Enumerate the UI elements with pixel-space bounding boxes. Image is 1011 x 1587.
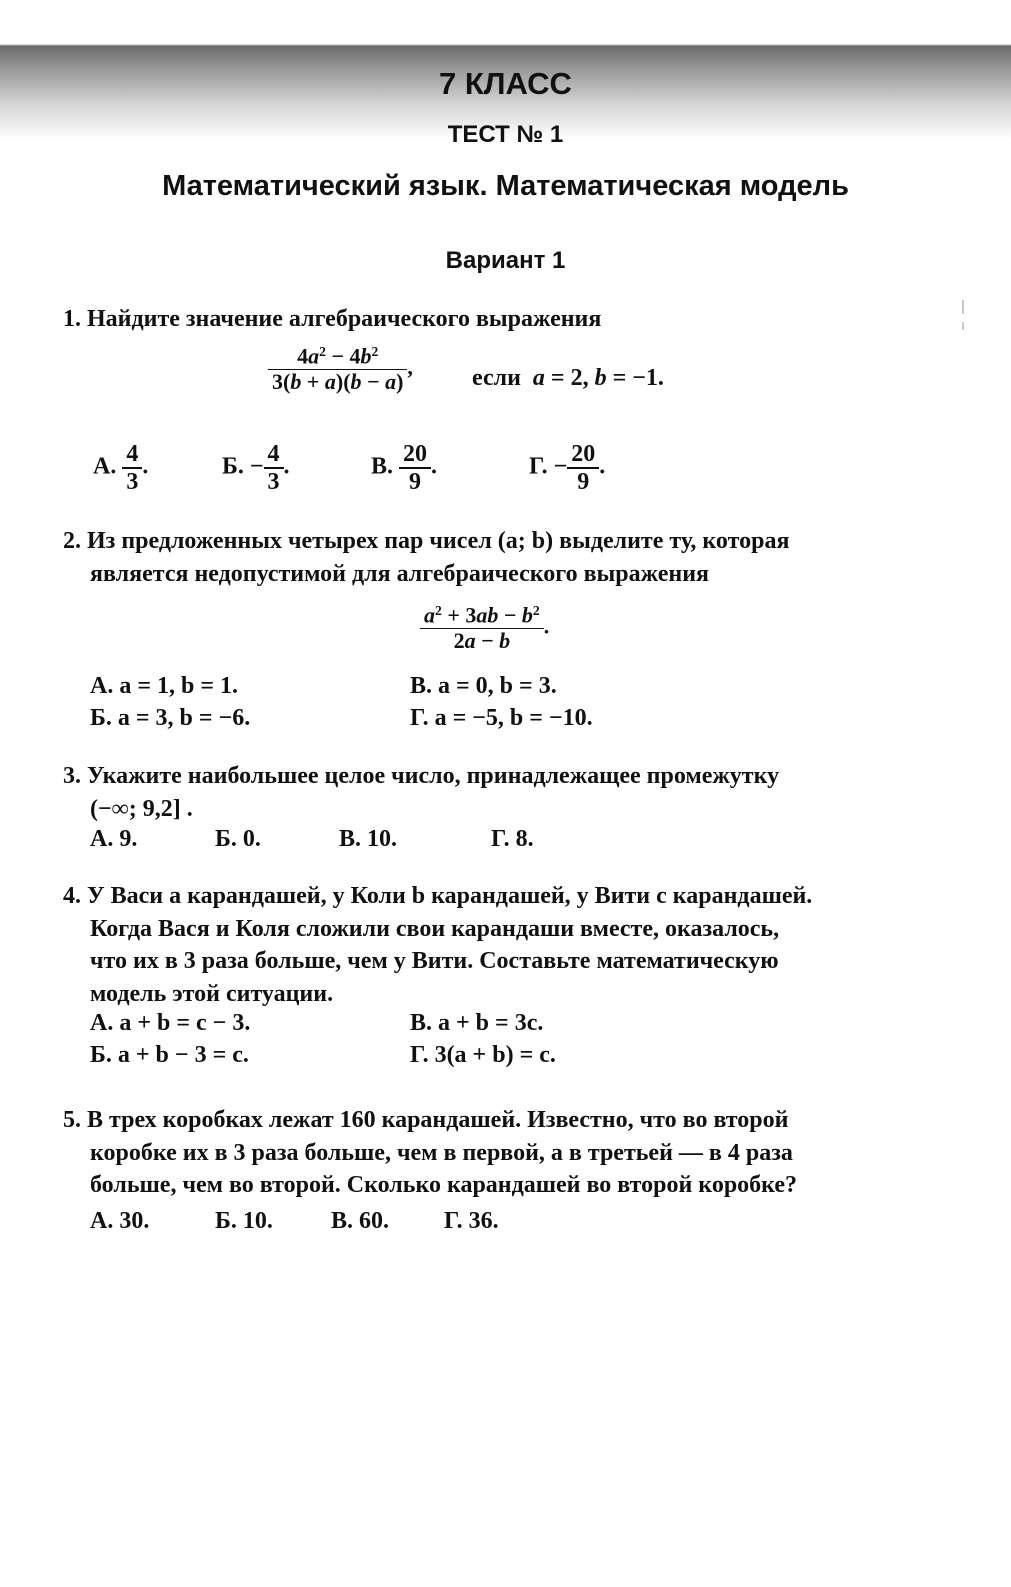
q5-option-c[interactable]: В. 60. xyxy=(331,1208,390,1234)
question-text-line1: У Васи a карандашей, у Коли b карандашей, у Вити c карандашей. xyxy=(87,883,813,909)
q1-option-a[interactable]: А. $\frac{4}{3}$ . xyxy=(93,441,149,495)
option-fraction: $\frac{4}{3}$ xyxy=(122,441,142,495)
condition-word: если xyxy=(472,365,521,391)
q5-option-d[interactable]: Г. 36. xyxy=(444,1208,499,1234)
option-fraction: $\frac{20}{9}$ xyxy=(567,441,599,495)
q4-option-a[interactable]: А. a + b = c − 3. xyxy=(90,1010,251,1036)
condition-var-b: b xyxy=(594,365,607,391)
question-text: Найдите значение алгебраического выражения xyxy=(87,306,602,332)
option-label: Г. − xyxy=(529,453,568,480)
question-text-line4: модель этой ситуации. xyxy=(90,980,334,1007)
question-4 xyxy=(63,880,943,1010)
q5-option-b[interactable]: Б. 10. xyxy=(215,1208,273,1234)
q1-option-b[interactable]: Б. − $\frac{4}{3}$ . xyxy=(222,441,290,495)
condition-var-a: a xyxy=(532,365,545,391)
q2-option-b[interactable]: Б. a = 3, b = −6. xyxy=(90,705,251,731)
q2-fraction: $\frac{a^2 + 3ab - b^2}{2a - b}$ xyxy=(420,603,544,653)
edge-mark xyxy=(962,322,964,330)
question-number: 2. xyxy=(63,528,81,554)
edge-mark xyxy=(962,300,964,314)
q2-option-d[interactable]: Г. a = −5, b = −10. xyxy=(410,705,593,731)
option-label: А. xyxy=(93,453,117,480)
option-label: Б. − xyxy=(222,453,264,480)
condition-end: = −1. xyxy=(606,365,664,391)
question-text-line3: больше, чем во второй. Сколько карандашей во второй коробке? xyxy=(90,1172,798,1198)
q3-option-c[interactable]: В. 10. xyxy=(339,826,398,852)
q4-option-c[interactable]: В. a + b = 3c. xyxy=(410,1010,544,1036)
q1-expression: $\frac{4a^2 - 4b^2}{3(b + a)(b - a)}$ , xyxy=(268,344,413,394)
question-text-line2: Когда Вася и Коля сложили свои карандаши вместе, оказалось, xyxy=(90,915,780,942)
question-5 xyxy=(63,1104,943,1202)
topic-title: Математический язык. Математическая модель xyxy=(162,170,849,202)
condition-mid: = 2, xyxy=(544,365,595,391)
question-2 xyxy=(63,525,943,590)
test-title: ТЕСТ № 1 xyxy=(447,121,564,148)
q1-fraction: $\frac{4a^2 - 4b^2}{3(b + a)(b - a)}$ xyxy=(268,344,407,394)
variant-title: Вариант 1 xyxy=(445,247,566,274)
question-1 xyxy=(63,303,943,336)
q1-option-d[interactable]: Г. − $\frac{20}{9}$ . xyxy=(529,441,606,495)
q2-option-a[interactable]: А. a = 1, b = 1. xyxy=(90,673,239,699)
q3-option-d[interactable]: Г. 8. xyxy=(491,826,534,852)
question-text-line2: (−∞; 9,2] . xyxy=(90,795,193,822)
q2-expression: $\frac{a^2 + 3ab - b^2}{2a - b}$ . xyxy=(420,603,549,653)
question-number: 4. xyxy=(63,883,81,909)
question-text-line3: что их в 3 раза больше, чем у Вити. Составьте математическую xyxy=(90,948,779,974)
option-fraction: $\frac{4}{3}$ xyxy=(264,441,284,495)
q4-option-d[interactable]: Г. 3(a + b) = c. xyxy=(410,1042,556,1068)
q1-condition xyxy=(472,365,664,392)
q3-option-b[interactable]: Б. 0. xyxy=(215,826,261,852)
q5-option-a[interactable]: А. 30. xyxy=(90,1208,150,1234)
question-text-line2: является недопустимой для алгебраического выражения xyxy=(90,560,710,587)
question-number: 5. xyxy=(63,1107,81,1133)
q2-option-c[interactable]: В. a = 0, b = 3. xyxy=(410,673,557,699)
q4-option-b[interactable]: Б. a + b − 3 = c. xyxy=(90,1042,249,1068)
question-3 xyxy=(63,760,943,825)
q3-option-a[interactable]: А. 9. xyxy=(90,826,138,852)
option-fraction: $\frac{20}{9}$ xyxy=(399,441,431,495)
question-text-line1: В трех коробках лежат 160 карандашей. Известно, что во второй xyxy=(87,1107,789,1133)
question-text-line2: коробке их в 3 раза больше, чем в первой, а в третьей — в 4 раза xyxy=(90,1139,793,1166)
question-text-line1: Укажите наибольшее целое число, принадлежащее промежутку xyxy=(87,763,780,789)
question-text-line1: Из предложенных четырех пар чисел (a; b) выделите ту, которая xyxy=(87,528,790,554)
grade-title: 7 КЛАСС xyxy=(439,66,572,101)
question-number: 3. xyxy=(63,763,81,789)
option-label: В. xyxy=(371,453,394,480)
q1-option-c[interactable]: В. $\frac{20}{9}$ . xyxy=(371,441,438,495)
question-number: 1. xyxy=(63,306,81,332)
